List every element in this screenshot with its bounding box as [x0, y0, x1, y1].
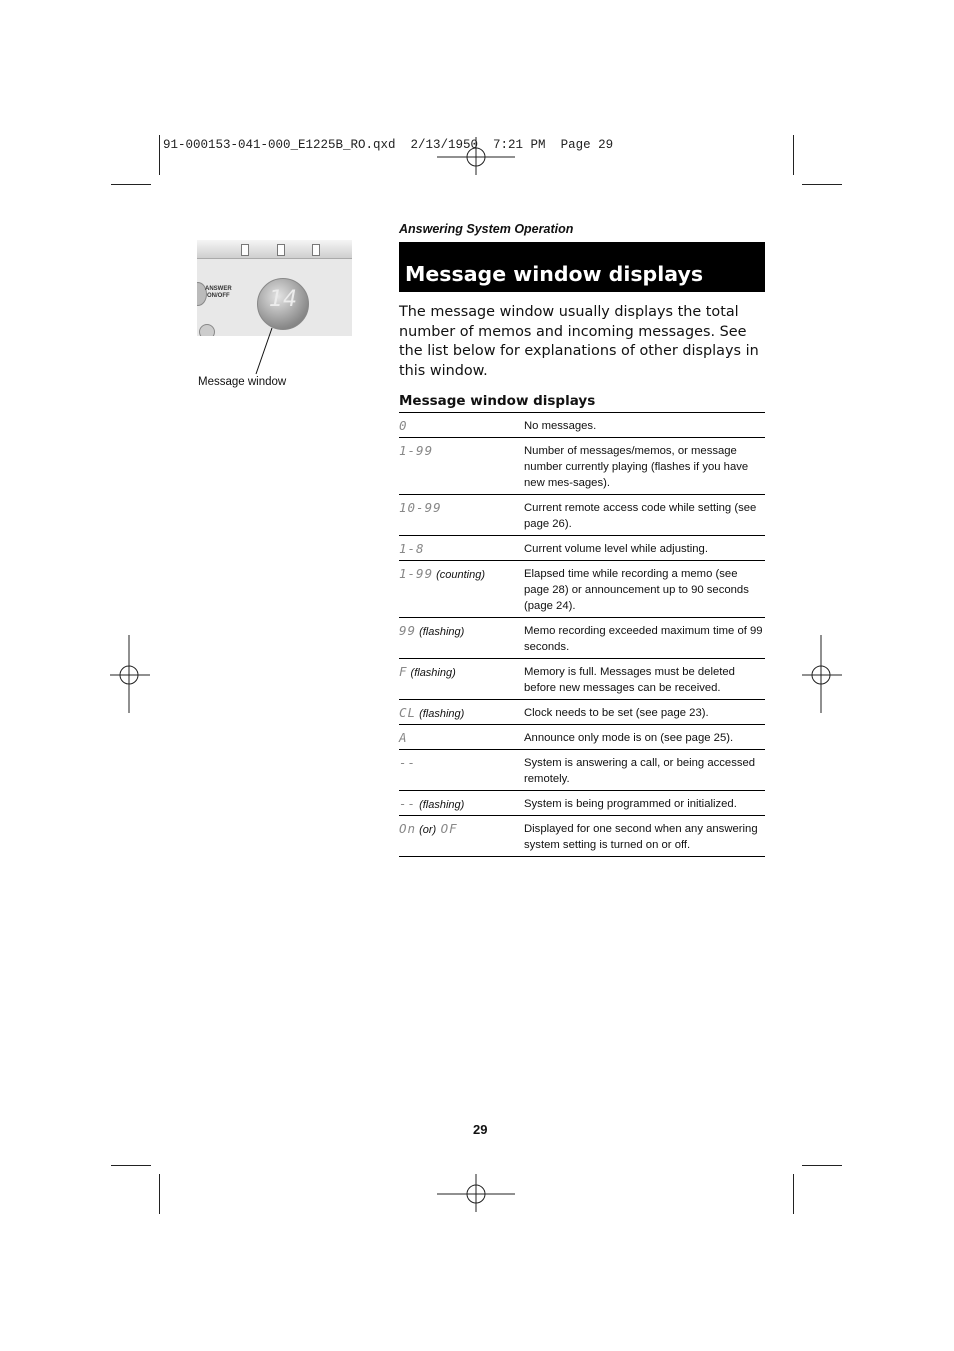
- display-description: Displayed for one second when any answering system setting is turned on or off.: [524, 823, 758, 851]
- table-row: [399, 750, 765, 791]
- crop-mark: [802, 1165, 842, 1166]
- display-description: Announce only mode is on (see page 25).: [524, 732, 734, 744]
- display-note: (flashing): [419, 799, 465, 811]
- intro-paragraph: The message window usually displays the total number of memos and incoming messages. See the list below for explanations of other displays in this window.: [399, 304, 759, 379]
- strip-slot: [241, 244, 249, 256]
- display-code: 10-99: [399, 500, 442, 515]
- strip-slot: [312, 244, 320, 256]
- display-note: (flashing): [419, 708, 465, 720]
- crop-mark: [111, 1165, 151, 1166]
- crop-mark: [793, 135, 794, 175]
- display-code: 0: [399, 418, 408, 433]
- registration-mark-right: [800, 635, 844, 715]
- crop-mark: [159, 1174, 160, 1214]
- display-description: System is answering a call, or being accessed remotely.: [524, 757, 756, 785]
- table-row: [399, 791, 765, 816]
- device-button-strip: [197, 240, 352, 259]
- display-note: (or): [419, 824, 437, 836]
- display-code: 1-8: [399, 541, 425, 556]
- table-row: [399, 816, 765, 857]
- display-code: A: [399, 730, 408, 745]
- crop-mark: [793, 1174, 794, 1214]
- display-description: Memory is full. Messages must be deleted before new messages can be received.: [524, 666, 735, 694]
- page-number: 29: [473, 1122, 488, 1137]
- display-description: No messages.: [524, 420, 597, 432]
- device-illustration: [197, 240, 352, 336]
- table-row: [399, 536, 765, 561]
- strip-slot: [277, 244, 285, 256]
- table-title: Message window displays: [399, 393, 596, 409]
- display-note: (flashing): [419, 626, 465, 638]
- registration-mark-bottom: [437, 1174, 517, 1214]
- display-table: [399, 412, 765, 857]
- display-description: Elapsed time while recording a memo (see page 28) or announcement up to 90 seconds (page 24).: [524, 568, 749, 612]
- page-title: Message window displays: [405, 262, 704, 286]
- display-description: System is being programmed or initialized.: [524, 798, 737, 810]
- display-description: Current volume level while adjusting.: [524, 543, 708, 555]
- display-note: (counting): [436, 569, 486, 581]
- display-code: On (or) OF: [399, 821, 458, 836]
- crop-mark: [802, 184, 842, 185]
- display-code: CL (flashing): [399, 705, 465, 720]
- table-row: [399, 438, 765, 495]
- display-code: --: [399, 755, 417, 770]
- display-code: 1-99 (counting): [399, 566, 486, 581]
- display-description: Current remote access code while setting (see page 26).: [524, 502, 757, 530]
- printer-slug: 91-000153-041-000_E1225B_RO.qxd 2/13/1950 7:21 PM Page 29: [163, 138, 614, 152]
- table-row: [399, 725, 765, 750]
- table-row: [399, 495, 765, 536]
- table-row: [399, 618, 765, 659]
- display-code: -- (flashing): [399, 796, 465, 811]
- registration-mark-top: [437, 137, 517, 177]
- round-button-icon: [199, 324, 215, 336]
- answer-onoff-label: ANSWER ON/OFF: [205, 286, 232, 299]
- display-code: F (flashing): [399, 664, 456, 679]
- table-row: [399, 413, 765, 438]
- table-row: [399, 561, 765, 618]
- registration-mark-left: [108, 635, 152, 715]
- section-label: Answering System Operation: [399, 222, 574, 236]
- display-note: (flashing): [410, 667, 456, 679]
- message-window-digits: 14: [269, 287, 297, 312]
- display-description: Number of messages/memos, or message number currently playing (flashes if you have new mes-sages).: [524, 445, 749, 489]
- figure-caption: Message window: [198, 376, 287, 388]
- crop-mark: [111, 184, 151, 185]
- crop-mark: [159, 135, 160, 175]
- display-description: Memo recording exceeded maximum time of 99 seconds.: [524, 625, 763, 653]
- table-row: [399, 659, 765, 700]
- display-code: 1-99: [399, 443, 434, 458]
- table-row: [399, 700, 765, 725]
- display-description: Clock needs to be set (see page 23).: [524, 707, 709, 719]
- display-code: 99 (flashing): [399, 623, 465, 638]
- page-title-bar: [399, 242, 765, 292]
